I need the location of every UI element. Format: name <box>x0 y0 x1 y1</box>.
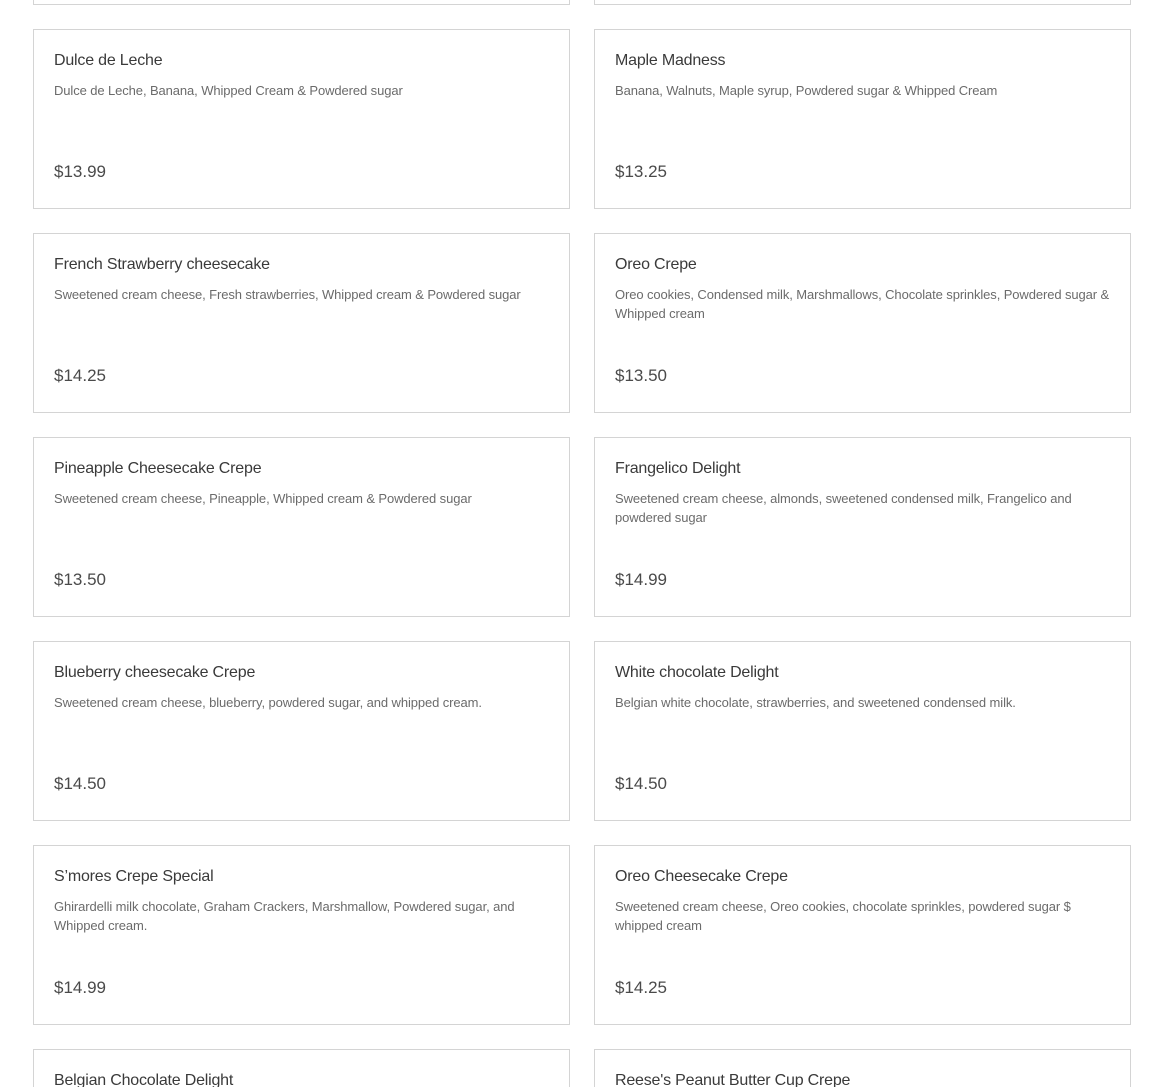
menu-item-card[interactable] <box>33 233 570 413</box>
menu-item-name: Blueberry cheesecake Crepe <box>54 664 256 681</box>
menu-item-name: French Strawberry cheesecake <box>54 256 270 273</box>
menu-item-card[interactable] <box>594 641 1131 821</box>
menu-item-price: $14.50 <box>54 774 106 793</box>
menu-item-card[interactable] <box>33 0 570 5</box>
menu-item-price: $14.50 <box>615 774 667 793</box>
menu-item-name: Reese's Peanut Butter Cup Crepe <box>615 1072 851 1087</box>
menu-item-description: Sweetened cream cheese, Fresh strawberries, Whipped cream & Powdered sugar <box>54 287 521 302</box>
menu-grid <box>33 0 1131 1087</box>
menu-item-name: Maple Madness <box>615 52 726 69</box>
menu-item-card[interactable] <box>33 845 570 1025</box>
menu-item-card[interactable] <box>594 845 1131 1025</box>
menu-item-name: Pineapple Cheesecake Crepe <box>54 460 262 477</box>
menu-item-price: $14.99 <box>54 978 106 997</box>
menu-item-card[interactable] <box>33 29 570 209</box>
menu-item-description: Sweetened cream cheese, Pineapple, Whipped cream & Powdered sugar <box>54 491 472 506</box>
menu-item-description: Sweetened cream cheese, blueberry, powdered sugar, and whipped cream. <box>54 695 482 710</box>
menu-item-price: $13.50 <box>54 570 106 589</box>
menu-item-price: $14.25 <box>54 366 106 385</box>
menu-item-price: $13.25 <box>615 162 667 181</box>
menu-item-name: Oreo Cheesecake Crepe <box>615 868 788 885</box>
menu-item-name: Dulce de Leche <box>54 52 163 69</box>
menu-item-name: Frangelico Delight <box>615 460 741 477</box>
menu-item-description: Dulce de Leche, Banana, Whipped Cream & Powdered sugar <box>54 83 403 98</box>
menu-item-description: Belgian white chocolate, strawberries, and sweetened condensed milk. <box>615 695 1016 710</box>
menu-item-card[interactable] <box>33 1049 570 1087</box>
menu-item-card[interactable] <box>33 641 570 821</box>
menu-item-card[interactable] <box>594 437 1131 617</box>
menu-item-description: Banana, Walnuts, Maple syrup, Powdered sugar & Whipped Cream <box>615 83 998 98</box>
menu-item-description: Sweetened cream cheese, Oreo cookies, chocolate sprinkles, powdered sugar $ whipped cream <box>615 899 1071 933</box>
menu-item-price: $14.25 <box>615 978 667 997</box>
menu-item-name: S’mores Crepe Special <box>54 868 214 885</box>
menu-item-name: Oreo Crepe <box>615 256 697 273</box>
menu-item-card[interactable] <box>594 29 1131 209</box>
menu-item-price: $14.99 <box>615 570 667 589</box>
menu-item-card[interactable] <box>594 233 1131 413</box>
menu-item-price: $13.99 <box>54 162 106 181</box>
menu-item-name: White chocolate Delight <box>615 664 779 681</box>
menu-item-description: Sweetened cream cheese, almonds, sweetened condensed milk, Frangelico and powdered sugar <box>615 491 1072 525</box>
menu-item-card[interactable] <box>594 0 1131 5</box>
menu-item-description: Oreo cookies, Condensed milk, Marshmallows, Chocolate sprinkles, Powdered sugar & Whipped cream <box>615 287 1110 321</box>
menu-item-price: $13.50 <box>615 366 667 385</box>
menu-item-card[interactable] <box>33 437 570 617</box>
menu-item-card[interactable] <box>594 1049 1131 1087</box>
menu-item-description: Ghirardelli milk chocolate, Graham Crackers, Marshmallow, Powdered sugar, and Whipped cream. <box>54 899 515 933</box>
menu-item-name: Belgian Chocolate Delight <box>54 1072 234 1087</box>
